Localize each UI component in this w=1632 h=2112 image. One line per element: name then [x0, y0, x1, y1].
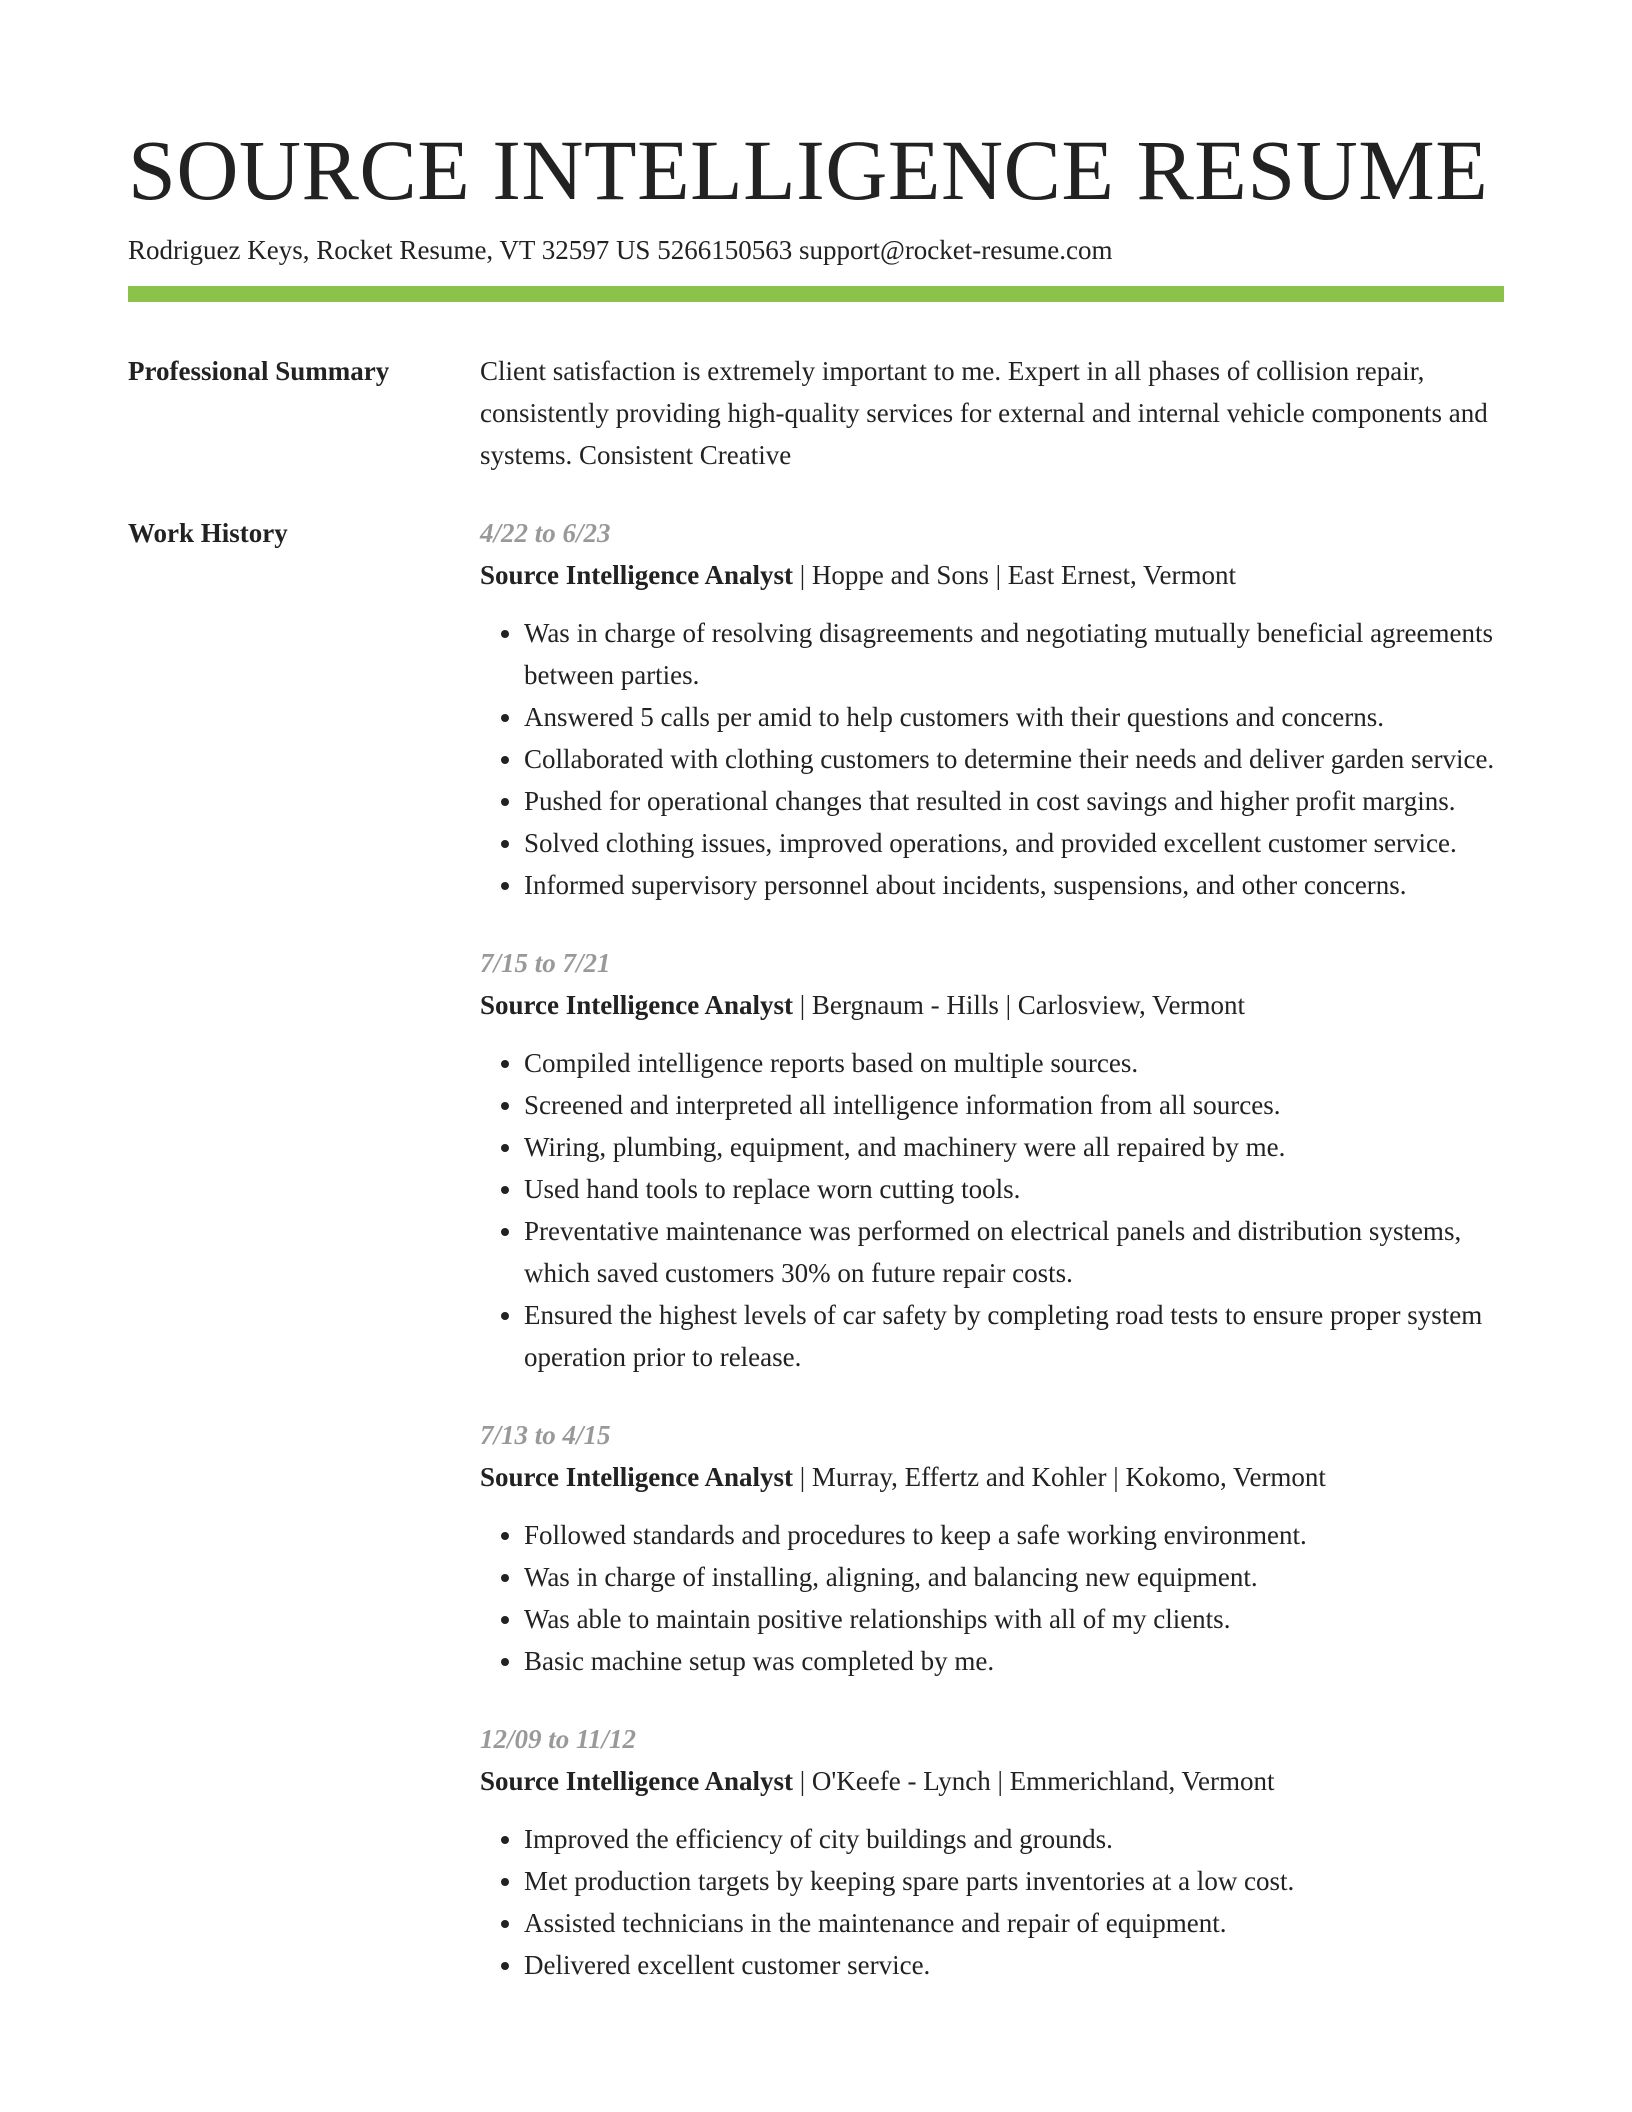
job-entry: [480, 1414, 1504, 1682]
job-bullet: • Was in charge of resolving disagreements and negotiating mutually beneficial agreements between parties.: [524, 612, 1504, 696]
summary-text: Client satisfaction is extremely important to me. Expert in all phases of collision repair, consistently providing high-quality services for external and internal vehicle components and systems. Consistent Creative: [480, 356, 1488, 470]
job-details: | O'Keefe - Lynch | Emmerichland, Vermont: [793, 1766, 1275, 1796]
job-bullet: • Was in charge of installing, aligning, and balancing new equipment.: [524, 1556, 1504, 1598]
header-divider: [128, 286, 1504, 302]
job-title-line: [480, 1760, 1504, 1802]
contact-line: Rodriguez Keys, Rocket Resume, VT 32597 US 5266150563 support@rocket-resume.com: [128, 235, 1113, 265]
job-bullet: • Pushed for operational changes that resulted in cost savings and higher profit margins.: [524, 780, 1504, 822]
summary-section: [128, 350, 1504, 476]
job-dates: 7/15 to 7/21: [480, 948, 611, 978]
job-bullet: • Compiled intelligence reports based on multiple sources.: [524, 1042, 1504, 1084]
job-title-line: [480, 554, 1504, 596]
job-title-line: [480, 1456, 1504, 1498]
job-details: | Murray, Effertz and Kohler | Kokomo, Vermont: [793, 1462, 1326, 1492]
work-history-label: Work History: [128, 518, 288, 548]
job-bullet: • Met production targets by keeping spare parts inventories at a low cost.: [524, 1860, 1504, 1902]
job-entry: [480, 1718, 1504, 1986]
job-entry: [480, 942, 1504, 1378]
job-bullet: • Followed standards and procedures to keep a safe working environment.: [524, 1514, 1504, 1556]
resume-page: [128, 120, 1504, 2022]
job-title: Source Intelligence Analyst: [480, 560, 793, 590]
summary-body: [480, 350, 1504, 476]
job-entry: [480, 512, 1504, 906]
job-bullet: • Answered 5 calls per amid to help customers with their questions and concerns.: [524, 696, 1504, 738]
job-bullet-list: [480, 612, 1504, 906]
summary-label: Professional Summary: [128, 356, 390, 386]
resume-title: SOURCE INTELLIGENCE RESUME: [128, 122, 1489, 218]
job-title: Source Intelligence Analyst: [480, 990, 793, 1020]
job-bullet: • Screened and interpreted all intelligence information from all sources.: [524, 1084, 1504, 1126]
job-title-line: [480, 984, 1504, 1026]
job-bullet: • Used hand tools to replace worn cutting tools.: [524, 1168, 1504, 1210]
work-history-section: [128, 512, 1504, 2022]
job-bullet: • Improved the efficiency of city buildings and grounds.: [524, 1818, 1504, 1860]
job-bullet: • Wiring, plumbing, equipment, and machinery were all repaired by me.: [524, 1126, 1504, 1168]
job-bullet: • Assisted technicians in the maintenance and repair of equipment.: [524, 1902, 1504, 1944]
job-details: | Hoppe and Sons | East Ernest, Vermont: [793, 560, 1237, 590]
job-bullet: • Was able to maintain positive relationships with all of my clients.: [524, 1598, 1504, 1640]
job-bullet-list: [480, 1514, 1504, 1682]
job-bullet: • Solved clothing issues, improved operations, and provided excellent customer service.: [524, 822, 1504, 864]
job-bullet: • Ensured the highest levels of car safety by completing road tests to ensure proper system operation prior to release.: [524, 1294, 1504, 1378]
job-bullet-list: [480, 1042, 1504, 1378]
job-title: Source Intelligence Analyst: [480, 1462, 793, 1492]
job-title: Source Intelligence Analyst: [480, 1766, 793, 1796]
job-dates: 7/13 to 4/15: [480, 1420, 611, 1450]
job-bullet: • Basic machine setup was completed by me.: [524, 1640, 1504, 1682]
job-bullet: • Delivered excellent customer service.: [524, 1944, 1504, 1986]
work-history-body: [480, 512, 1504, 2022]
job-bullet: • Informed supervisory personnel about incidents, suspensions, and other concerns.: [524, 864, 1504, 906]
job-bullet: • Collaborated with clothing customers to determine their needs and deliver garden service.: [524, 738, 1504, 780]
job-dates: 4/22 to 6/23: [480, 518, 611, 548]
job-bullet-list: [480, 1818, 1504, 1986]
job-dates: 12/09 to 11/12: [480, 1724, 637, 1754]
job-details: | Bergnaum - Hills | Carlosview, Vermont: [793, 990, 1246, 1020]
job-bullet: • Preventative maintenance was performed on electrical panels and distribution systems, which saved customers 30% on future repair costs.: [524, 1210, 1504, 1294]
